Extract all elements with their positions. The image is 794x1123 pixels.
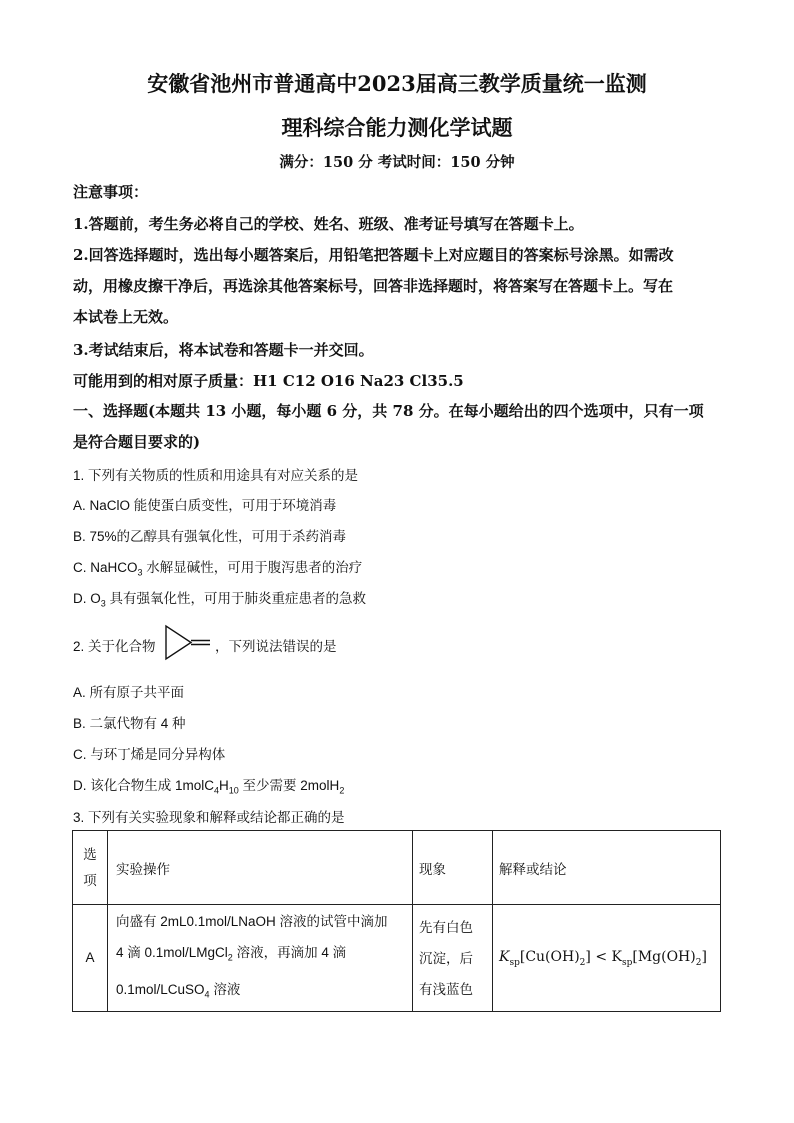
q2-option-c: C. 与环丁烯是同分异构体 <box>73 747 226 762</box>
notice-item-2-line3: 本试卷上无效。 <box>73 308 179 326</box>
q2-stem-start: 2. 关于化合物 <box>73 639 156 654</box>
row-a-op-line2-text: 4 滴 0.1mol/LMgCl <box>116 945 228 960</box>
exam-subtitle: 理科综合能力测化学试题 <box>281 115 513 140</box>
row-a-op-line2-text-end: 溶液，再滴加 4 滴 <box>232 945 347 960</box>
q1-option-d-text-end: 具有强氧化性，可用于肺炎重症患者的急救 <box>105 591 367 606</box>
q1-option-c-text: C. NaHCO <box>73 560 138 575</box>
q3-table <box>72 830 721 1012</box>
cyclopropene-structure <box>163 624 213 662</box>
row-a-op-line2-sub: 2 <box>227 952 233 963</box>
header-phenomenon: 现象 <box>413 831 493 905</box>
q2-option-b: B. 二氯代物有 4 种 <box>73 716 186 731</box>
q2-stem-end: ，下列说法错误的是 <box>215 639 337 654</box>
ksp-mg-hydroxide: [Mg(OH) <box>632 948 696 965</box>
table-row <box>73 905 721 1012</box>
q1-option-c <box>73 556 362 578</box>
header-option <box>73 831 108 905</box>
q1-option-a: A. NaClO 能使蛋白质变性，可用于环境消毒 <box>73 498 337 513</box>
row-a-ph-line3: 有浅蓝色 <box>419 981 473 997</box>
row-a-op-line3-text-end: 溶液 <box>209 981 241 997</box>
row-a-ph-line1: 先有白色 <box>419 919 473 935</box>
ksp-less-than: ] < K <box>585 948 622 965</box>
header-option-l1: 选 <box>83 846 97 862</box>
row-a-op-line3-text: 0.1mol/LCuSO <box>116 981 205 997</box>
notice-item-1: 1.答题前，考生务必将自己的学校、姓名、班级、准考证号填写在答题卡上。 <box>73 215 584 233</box>
ksp-sub1: 2 <box>579 957 586 968</box>
row-a-op-line2 <box>116 937 411 974</box>
section1-heading-line1: 一、选择题(本题共 13 小题，每小题 6 分，共 78 分。在每小题给出的四个选项中，只有一项 <box>73 402 704 420</box>
q1-option-d-sub: 3 <box>100 598 106 609</box>
ring-bonds <box>166 626 191 659</box>
q2-option-d-text2: 至少需要 2molH <box>238 778 340 793</box>
q3-stem: 3. 下列有关实验现象和解释或结论都正确的是 <box>73 810 345 825</box>
ksp-sp2: sp <box>621 957 633 968</box>
row-a-conclusion <box>493 905 721 1012</box>
ksp-bracket-end: ] <box>701 948 707 965</box>
q2-option-d <box>73 774 344 796</box>
row-a-ph-line2: 沉淀，后 <box>419 950 473 966</box>
row-a-op-line3 <box>116 974 411 1011</box>
notice-item-2-line2: 动，用橡皮擦干净后，再选涂其他答案标号，回答非选择题时，将答案写在答题卡上。写在 <box>73 277 674 295</box>
q1-option-c-sub: 3 <box>137 567 143 578</box>
notice-item-3: 3.考试结束后，将本试卷和答题卡一并交回。 <box>73 341 374 359</box>
section1-heading-line2: 是符合题目要求的) <box>73 433 201 451</box>
ksp-k1: K <box>499 948 510 965</box>
q2-option-a: A. 所有原子共平面 <box>73 685 185 700</box>
q1-option-d-text: D. O <box>73 591 101 606</box>
row-a-option: A <box>73 905 108 1012</box>
exam-info: 满分：150 分 考试时间：150 分钟 <box>279 154 515 171</box>
q1-stem: 1. 下列有关物质的性质和用途具有对应关系的是 <box>73 468 359 483</box>
q1-option-d <box>73 587 366 609</box>
table-header-row <box>73 831 721 905</box>
q1-option-b: B. 75%的乙醇具有强氧化性，可用于杀药消毒 <box>73 529 347 544</box>
header-operation: 实验操作 <box>108 831 413 905</box>
notice-item-2-line1: 2.回答选择题时，选出每小题答案后，用铅笔把答题卡上对应题目的答案标号涂黑。如需改 <box>73 246 674 264</box>
ksp-cu-hydroxide: [Cu(OH) <box>519 948 580 965</box>
q2-option-d-sub2: 10 <box>228 785 239 796</box>
atomic-masses: 可能用到的相对原子质量：H1 C12 O16 Na23 Cl35.5 <box>73 372 464 390</box>
row-a-operation <box>108 905 413 1012</box>
q1-option-c-text-end: 水解显碱性，可用于腹泻患者的治疗 <box>142 560 363 575</box>
row-a-op-line1: 向盛有 2mL0.1mol/LNaOH 溶液的试管中滴加 <box>116 914 388 929</box>
q2-option-d-h: H <box>219 778 229 793</box>
header-option-l2: 项 <box>83 872 97 888</box>
ksp-formula <box>499 948 707 968</box>
row-a-op-line3-sub: 4 <box>204 989 210 1000</box>
ksp-sub2: 2 <box>695 957 702 968</box>
q2-option-d-sub3: 2 <box>339 785 345 796</box>
header-conclusion: 解释或结论 <box>493 831 721 905</box>
ksp-sp1: sp <box>509 957 520 968</box>
notice-heading: 注意事项： <box>73 183 149 201</box>
q2-option-d-text: D. 该化合物生成 1molC <box>73 778 215 793</box>
q2-option-d-sub1: 4 <box>214 785 220 796</box>
row-a-phenomenon <box>413 905 493 1012</box>
exam-title: 安徽省池州市普通高中2023届高三教学质量统一监测 <box>147 71 647 96</box>
